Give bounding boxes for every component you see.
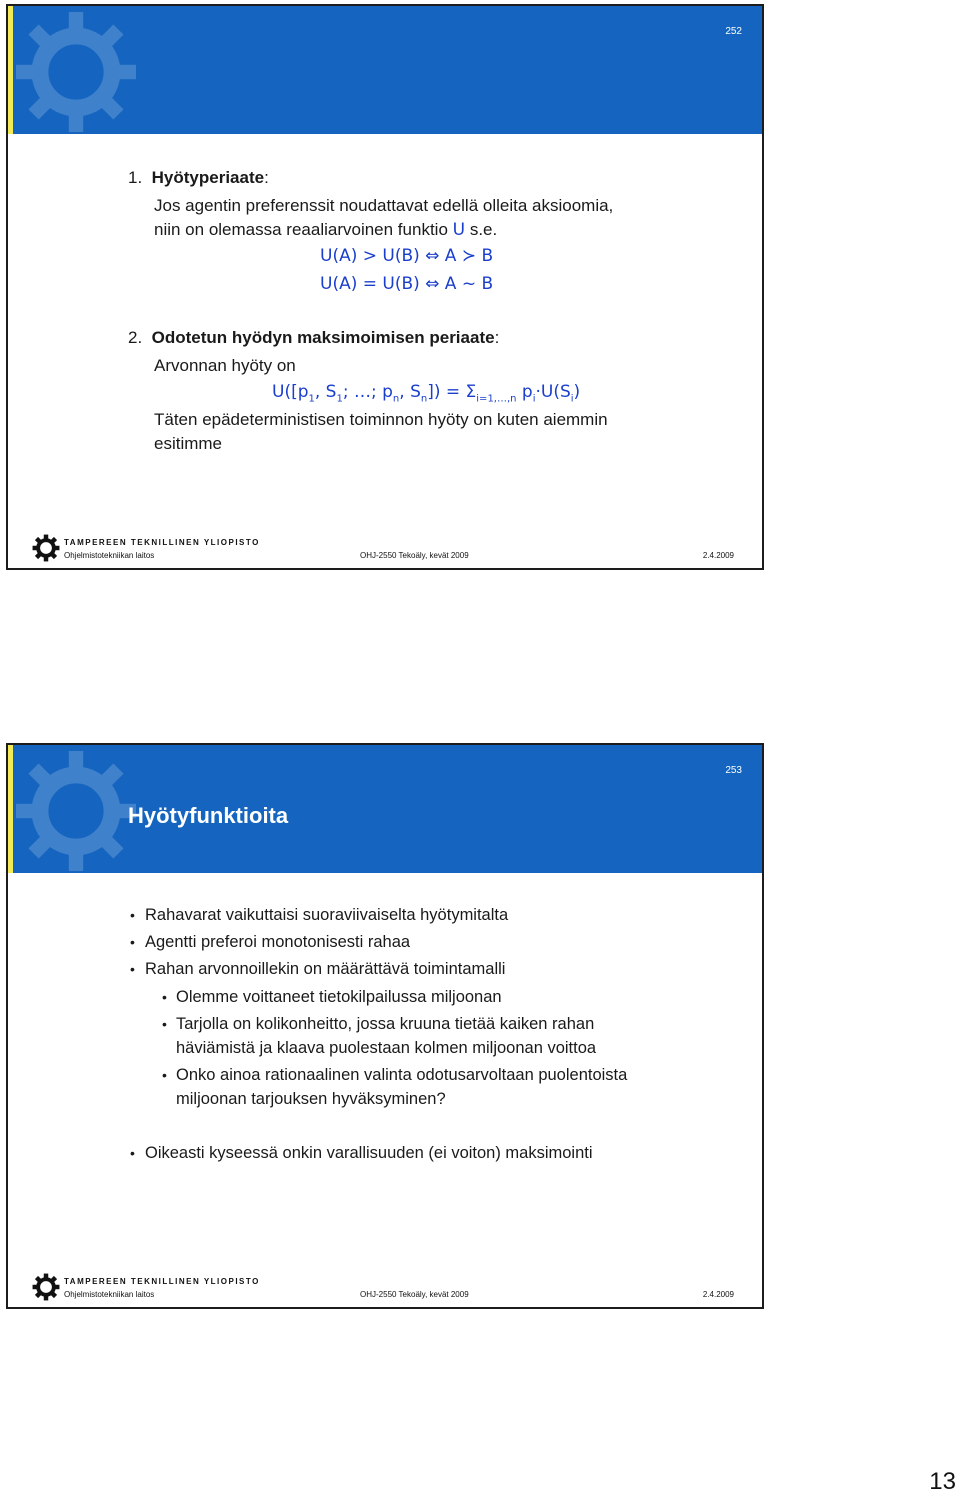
item2-text-line3: esitimme bbox=[154, 434, 223, 453]
sub-bullet-item: Olemme voittaneet tietokilpailussa miljoonan bbox=[176, 988, 502, 1006]
item1-text-line2-pre: niin on olemassa reaaliarvoinen funktio bbox=[154, 220, 448, 239]
bullet-icon: • bbox=[130, 1145, 135, 1161]
sub-bullet-item: Tarjolla on kolikonheitto, jossa kruuna tietää kaiken rahan bbox=[176, 1015, 595, 1033]
item1-text-line1: Jos agentin preferenssit noudattavat edellä olleita aksioomia, bbox=[154, 196, 614, 215]
gear-watermark-icon bbox=[16, 12, 136, 132]
sub-bullet-continuation: häviämistä ja klaava puolestaan kolmen miljoonan voittoa bbox=[176, 1039, 597, 1057]
slide-footer bbox=[8, 1267, 762, 1307]
item1-number: 1. bbox=[128, 168, 143, 187]
item2-line bbox=[128, 328, 499, 348]
formula-equal: U(A) = U(B) ⇔ A ~ B bbox=[320, 274, 494, 294]
sub-bullet-item: Onko ainoa rationaalinen valinta odotusarvoltaan puolentoista bbox=[176, 1066, 628, 1084]
formula-expected-utility: $U([p_1$, $S_1$; …; $p_n$, $S_n]) = \Sigma_{i=1,\dots,n}$ $p_i\cdot U(S_i)$ bbox=[272, 382, 581, 405]
slide-number: 252 bbox=[725, 26, 742, 37]
university-logo-icon bbox=[32, 534, 60, 562]
item2-number: 2. bbox=[128, 328, 143, 347]
item1-heading: Hyötyperiaate bbox=[151, 168, 265, 187]
formula-greater: U(A) > U(B) ⇔ A ≻ B bbox=[320, 246, 494, 266]
slide-253 bbox=[6, 743, 764, 1309]
bullet-item: Agentti preferoi monotonisesti rahaa bbox=[145, 933, 411, 951]
gear-watermark-icon bbox=[16, 751, 136, 871]
bullet-item: Oikeasti kyseessä onkin varallisuuden (ei voiton) maksimointi bbox=[145, 1144, 593, 1162]
bullet-icon: • bbox=[162, 1067, 167, 1083]
department-name: Ohjelmistotekniikan laitos bbox=[64, 1290, 155, 1299]
item1-text-line2 bbox=[154, 220, 497, 240]
item2-colon: : bbox=[494, 328, 500, 347]
university-name: TAMPEREEN TEKNILLINEN YLIOPISTO bbox=[64, 538, 260, 547]
item2-text-line1: Arvonnan hyöty on bbox=[154, 356, 296, 375]
bullet-icon: • bbox=[162, 989, 167, 1005]
bullet-icon: • bbox=[130, 961, 135, 977]
slide-number: 253 bbox=[725, 765, 742, 776]
page-number: 13 bbox=[929, 1468, 956, 1495]
accent-bar bbox=[8, 6, 13, 134]
university-name: TAMPEREEN TEKNILLINEN YLIOPISTO bbox=[64, 1277, 260, 1286]
bullet-icon: • bbox=[162, 1016, 167, 1032]
slide-footer bbox=[8, 528, 762, 568]
item2-heading: Odotetun hyödyn maksimoimisen periaate bbox=[151, 328, 495, 347]
bullet-item: Rahan arvonnoillekin on määrättävä toimintamalli bbox=[145, 960, 506, 978]
item1-colon: : bbox=[264, 168, 269, 187]
department-name: Ohjelmistotekniikan laitos bbox=[64, 551, 155, 560]
footer-date: 2.4.2009 bbox=[702, 1290, 734, 1299]
slide-252 bbox=[6, 4, 764, 570]
bullet-icon: • bbox=[130, 907, 135, 923]
bullet-icon: • bbox=[130, 934, 135, 950]
slide-title: Hyötyfunktioita bbox=[128, 803, 289, 828]
sub-bullet-continuation: miljoonan tarjouksen hyväksyminen? bbox=[176, 1090, 446, 1108]
item1-text-line2-post: s.e. bbox=[469, 220, 498, 239]
bullet-item: Rahavarat vaikuttaisi suoraviivaiselta hyötymitalta bbox=[145, 906, 509, 924]
course-name: OHJ-2550 Tekoäly, kevät 2009 bbox=[360, 551, 469, 560]
university-logo-icon bbox=[32, 1273, 60, 1301]
function-u: U bbox=[452, 220, 466, 240]
footer-date: 2.4.2009 bbox=[702, 551, 734, 560]
item2-text-line2: Täten epädeterministisen toiminnon hyöty on kuten aiemmin bbox=[154, 410, 608, 429]
accent-bar bbox=[8, 745, 13, 873]
course-name: OHJ-2550 Tekoäly, kevät 2009 bbox=[360, 1290, 469, 1299]
item1-line bbox=[128, 168, 269, 188]
